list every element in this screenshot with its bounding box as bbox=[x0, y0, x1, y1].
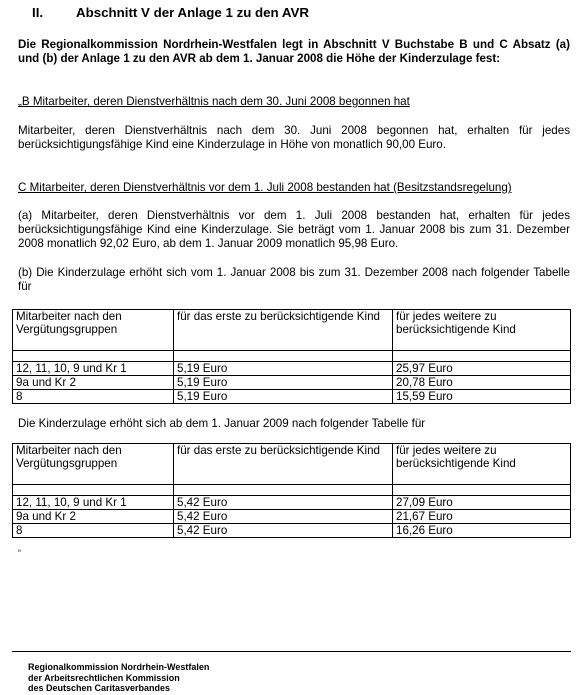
table-spacer-row bbox=[13, 351, 571, 362]
header-cell: für das erste zu berücksichtigende Kind bbox=[174, 310, 393, 351]
table-cell: 5,42 Euro bbox=[174, 496, 393, 510]
section-number: II. bbox=[32, 5, 44, 20]
table-cell: 21,67 Euro bbox=[393, 510, 571, 524]
header-cell: Mitarbeiter nach den Vergütungsgruppen bbox=[13, 310, 174, 351]
table-cell: 20,78 Euro bbox=[393, 376, 571, 390]
section-heading bbox=[32, 6, 309, 20]
footer-line: Regionalkommission Nordrhein-Westfalen bbox=[28, 662, 210, 672]
table-row bbox=[13, 524, 571, 538]
intro-paragraph: Die Regionalkommission Nordrhein-Westfalen legt in Abschnitt V Buchstabe B und C Absatz (a) und (b) der Anlage 1 zu den AVR ab dem 1. Januar 2008 die Höhe der Kinderzulage fest: bbox=[18, 38, 570, 65]
table-cell: 9a und Kr 2 bbox=[13, 510, 174, 524]
table-row bbox=[13, 510, 571, 524]
table-cell: 5,42 Euro bbox=[174, 510, 393, 524]
table-row bbox=[13, 496, 571, 510]
footer-line: der Arbeitsrechtlichen Kommission bbox=[28, 672, 180, 683]
section-c-title: C Mitarbeiter, deren Dienstverhältnis vor dem 1. Juli 2008 bestanden hat (Besitzstandsregelung) bbox=[18, 181, 512, 194]
table-cell: 27,09 Euro bbox=[393, 496, 571, 510]
footer-divider bbox=[12, 651, 571, 652]
table-cell: 5,19 Euro bbox=[174, 376, 393, 390]
table-cell: 25,97 Euro bbox=[393, 362, 571, 376]
table-header-row bbox=[13, 444, 571, 485]
table-row bbox=[13, 362, 571, 376]
section-title: Abschnitt V der Anlage 1 zu den AVR bbox=[76, 5, 309, 20]
table-2009 bbox=[12, 443, 571, 538]
header-cell: Mitarbeiter nach den Vergütungsgruppen bbox=[13, 444, 174, 485]
table-cell: 12, 11, 10, 9 und Kr 1 bbox=[13, 362, 174, 376]
table-cell: 15,59 Euro bbox=[393, 390, 571, 404]
table-cell: 5,19 Euro bbox=[174, 362, 393, 376]
section-c-paragraph-a: (a) Mitarbeiter, deren Dienstverhältnis vor dem 1. Juli 2008 bestanden hat, erhalten für jedes berücksichtigungsfähige Kind eine Kinderzulage. Sie beträgt vom 1. Januar 2008 bis zum 31. Dezember 2008 monatlich 92,02 Euro, ab dem 1. Januar 2009 monatlich 95,98 Euro. bbox=[18, 209, 570, 250]
table-cell: 5,42 Euro bbox=[174, 524, 393, 538]
section-c-paragraph-b: (b) Die Kinderzulage erhöht sich vom 1. Januar 2008 bis zum 31. Dezember 2008 nach folgender Tabelle für bbox=[18, 266, 570, 293]
table-cell: 8 bbox=[13, 524, 174, 538]
table-cell: 16,26 Euro bbox=[393, 524, 571, 538]
header-cell: für jedes weitere zu berücksichtigende Kind bbox=[393, 444, 571, 485]
table-2008 bbox=[12, 309, 571, 404]
footer-signature bbox=[28, 662, 209, 694]
table-spacer-row bbox=[13, 485, 571, 496]
section-b-text: Mitarbeiter, deren Dienstverhältnis nach dem 30. Juni 2008 begonnen hat, erhalten für jedes berücksichtigungsfähige Kind eine Kinderzulage in Höhe von monatlich 90,00 Euro. bbox=[18, 124, 570, 151]
header-cell: für das erste zu berücksichtigende Kind bbox=[174, 444, 393, 485]
table-row bbox=[13, 390, 571, 404]
header-cell: für jedes weitere zu berücksichtigende Kind bbox=[393, 310, 571, 351]
between-tables-text: Die Kinderzulage erhöht sich ab dem 1. Januar 2009 nach folgender Tabelle für bbox=[18, 417, 426, 430]
table-header-row bbox=[13, 310, 571, 351]
table-cell: 8 bbox=[13, 390, 174, 404]
table-cell: 12, 11, 10, 9 und Kr 1 bbox=[13, 496, 174, 510]
table-cell: 9a und Kr 2 bbox=[13, 376, 174, 390]
table-cell: 5,19 Euro bbox=[174, 390, 393, 404]
closing-quote: “ bbox=[18, 548, 21, 558]
footer-line: des Deutschen Caritasverbandes bbox=[28, 683, 171, 693]
section-b-title: „B Mitarbeiter, deren Dienstverhältnis nach dem 30. Juni 2008 begonnen hat bbox=[18, 95, 410, 108]
table-row bbox=[13, 376, 571, 390]
